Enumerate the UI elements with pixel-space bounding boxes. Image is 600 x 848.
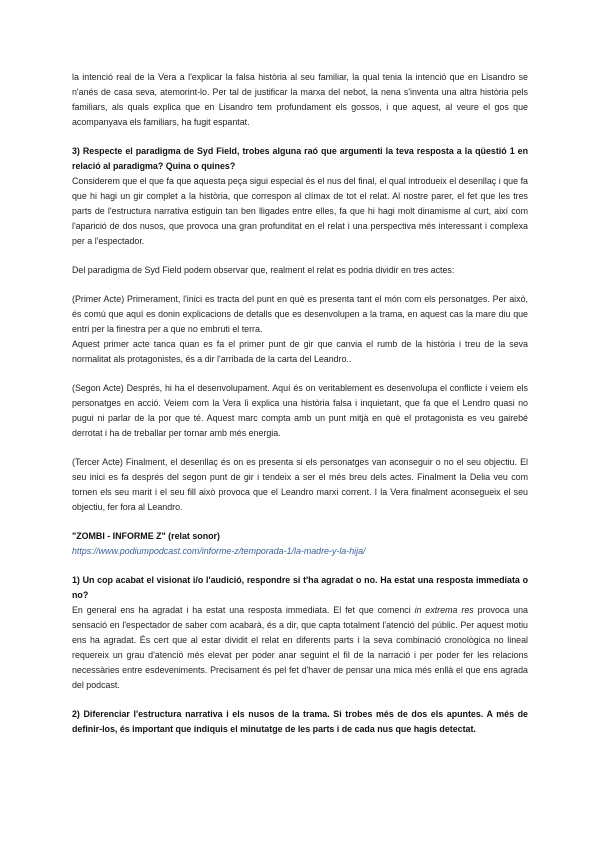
- answer-1-emphasis: in extrema res: [414, 605, 474, 615]
- paragraph-paradigma: Del paradigma de Syd Field podem observar que, realment el relat es podria dividir en tres actes:: [72, 265, 455, 275]
- podcast-link[interactable]: https://www.podiumpodcast.com/informe-z/temporada-1/la-madre-y-la-hija/: [72, 546, 366, 556]
- paragraph-segon-acte: (Segon Acte) Després, hi ha el desenvolupament. Aquí és on veritablement es desenvolupa el conflicte i veiem els personatges en acció. Veiem com la Vera li explica una història falsa i inquietant, que fa que el Lendro quasi no pugui ni parlar de la por que té. Aquest marc compta amb un punt mitjà en què el protagonista es veu gairebé derrotat i ha de treballar per tornar amb més energia.: [72, 383, 528, 438]
- zombi-title: "ZOMBI - INFORME Z" (relat sonor): [72, 531, 220, 541]
- zombi-question-2: 2) Diferenciar l'estructura narrativa i els nusos de la trama. Si trobes més de dos els apuntes. A més de definir-los, és important que indiquis el minutatge de les parts i de cada nus que hagis detectat.: [72, 709, 528, 734]
- answer-1-text-start: En general ens ha agradat i ha estat una resposta immediata. El fet que comenci: [72, 605, 415, 615]
- answer-3: Considerem que el que fa que aquesta peça sigui especial és el nus del final, el qual introdueix el desenllaç i que fa que hi hagi un gir complet a la història, que correspon al clímax de tot el relat. Al nostre parer, el fet que les tres parts de l'estructura narrativa estiguin tan ben lligades entre elles, fa que hi hagi molt dinamisme al curt, així com l'aparició de dos nusos, que provoca una gran profunditat en el relat i una perspectiva més interessant i complexa per a l'espectador.: [72, 176, 528, 246]
- document-page: [72, 70, 528, 737]
- zombi-answer-1: [72, 603, 528, 693]
- question-3: 3) Respecte el paradigma de Syd Field, trobes alguna raó que argumenti la teva resposta a la qüestió 1 en relació al paradigma? Quina o quines?: [72, 146, 528, 171]
- paragraph-primer-acte-continuation: Aquest primer acte tanca quan es fa el primer punt de gir que canvia el rumb de la història i treu de la seva normalitat als protagonistes, és a dir l'arribada de la carta del Leandro..: [72, 339, 528, 364]
- paragraph-primer-acte: (Primer Acte) Primerament, l'inici es tracta del punt en què es presenta tant el món com els personatges. Per això, és comú que aquí es donin explicacions de detalls que es desenvolupen a la trama, en aquest cas la mare diu que entri per la finestra per a que no embruti el terra.: [72, 294, 528, 334]
- paragraph-tercer-acte: (Tercer Acte) Finalment, el desenllaç és on es presenta si els personatges van aconseguir o no el seu objectiu. El seu inici es fa després del segon punt de gir i tendeix a ser el més breu dels actes. Finalment la Delia veu com tornen els seu marit i el seu fill això provoca que el Leandro marxi corrent. I la Vera finalment aconsegueix el seu objectiu, fer fora al Leandro.: [72, 457, 528, 512]
- zombi-question-1: 1) Un cop acabat el visionat i/o l'audició, respondre si t'ha agradat o no. Ha estat una resposta immediata o no?: [72, 575, 528, 600]
- answer-1-text-end: provoca una sensació en l'espectador de saber com acabarà, és a dir, que capta totalment l'atenció del públic. Per aquest motiu ens ha agradat. És cert que al estar dividit el relat en diferents parts i la seva combinació cronològica no lineal requereix un grau d'atenció més elevat per poder anar seguint el fil de la narració i per poder fer les relacions necessàries entre esdeveniments. Precisament és pel fet d'haver de pensar una mica més enllà el que ens agrada del podcast.: [72, 605, 528, 690]
- paragraph-intro: la intenció real de la Vera a l'explicar la falsa història al seu familiar, la qual tenia la intenció que en Lisandro se n'anés de casa seva, atemorint-lo. Per tal de justificar la marxa del nebot, la nena s'inventa una altra història pels familiars, als quals explica que en Lisandro tem profundament els gossos, i que aquest, al veure el gos que acompanyava els familiars, ha fugit espantat.: [72, 72, 528, 127]
